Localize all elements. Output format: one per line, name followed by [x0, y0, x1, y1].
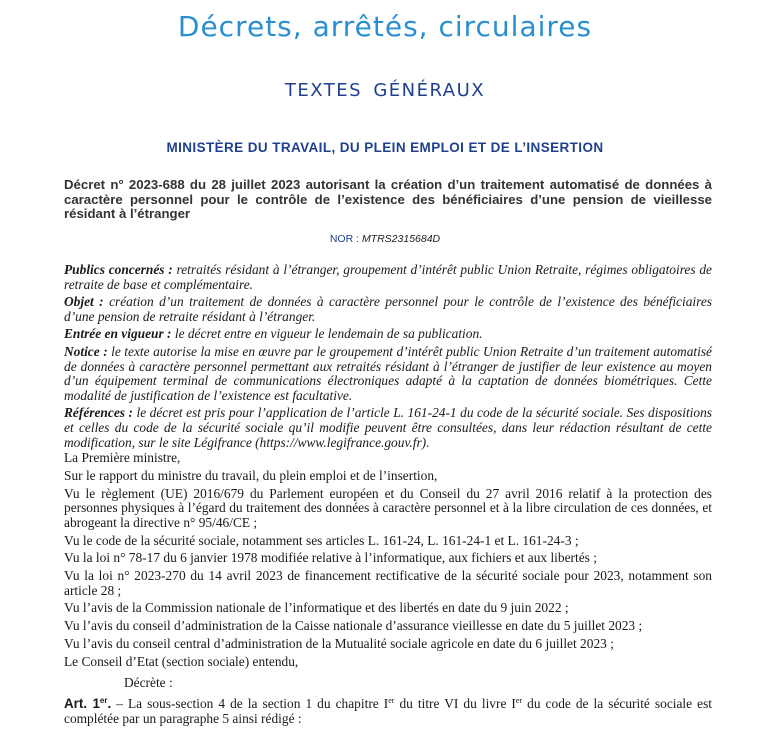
references-label: Références :: [64, 405, 133, 421]
journal-banner: Décrets, arrêtés, circulaires: [177, 10, 593, 43]
body-paragraph: Vu le code de la sécurité sociale, notamment ses articles L. 161-24, L. 161-24-1 et L. 161-24-3 ;: [64, 532, 579, 548]
article-label-sup: er: [99, 696, 108, 705]
notice-references: [64, 406, 712, 450]
nor-value: MTRS2315684D: [361, 233, 441, 245]
decree-title: Décret n° 2023-688 du 28 juillet 2023 autorisant la création d’un traitement automatisé de données à caractère personnel pour le contrôle de l’existence des bénéficiaires d’une pension de vieillesse résidant à l’étranger: [64, 177, 712, 221]
body-paragraph: Vu la loi n° 2023-270 du 14 avril 2023 de financement rectificative de la sécurité sociale pour 2023, notamment son article 28 ;: [64, 568, 712, 598]
ministry-title: MINISTÈRE DU TRAVAIL, DU PLEIN EMPLOI ET DE L’INSERTION: [166, 140, 604, 155]
article-text-2: du titre VI du livre I: [394, 696, 516, 711]
section-title: TEXTES GÉNÉRAUX: [284, 80, 486, 101]
article-text-3: du code de la sécurité sociale est complétée par un paragraphe 5 ainsi rédigé :: [64, 696, 712, 726]
body-paragraph: Vu l’avis du conseil central d’administration de la Mutualité sociale agricole en date du 6 juillet 2023 ;: [64, 636, 614, 652]
body-paragraph: Vu l’avis de la Commission nationale de l’informatique et des libertés en date du 9 juin 2022 ;: [64, 600, 569, 616]
entree-label: Entrée en vigueur :: [64, 326, 172, 342]
body-paragraph: Vu l’avis du conseil d’administration de la Caisse nationale d’assurance vieillesse en date du 5 juillet 2023 ;: [64, 618, 643, 634]
body-paragraph: Vu la loi n° 78-17 du 6 janvier 1978 modifiée relative à l’informatique, aux fichiers et aux libertés ;: [64, 550, 597, 566]
notice-entree: [64, 327, 712, 342]
objet-text: création d’un traitement de données à caractère personnel pour le contrôle de l’existence des bénéficiaires d’une pension de retraite résidant à l’étranger.: [64, 294, 712, 324]
notice-label: Notice :: [64, 343, 108, 359]
publics-label: Publics concernés :: [64, 262, 173, 277]
article-sup-2: er: [515, 696, 523, 705]
article-sup-1: er: [388, 696, 395, 705]
references-text: le décret est pris pour l’application de l’article L. 161-24-1 du code de la sécurité sociale. Ses dispositions et celles du code de la sécurité sociale qu’il modifie peuvent être consultées, dans leur rédaction résultant de cette modification, sur le site Légifrance (https://www.legifrance.gouv.fr).: [64, 405, 712, 450]
article-dash: –: [111, 696, 128, 711]
notice-text: le texte autorise la mise en œuvre par le groupement d’intérêt public Union Retraite d’un traitement automatisé de données à caractère personnel permettant aux retraités résidant à l’étranger de justifier de leur existence au moyen d’un équipement terminal de communications électroniques adapté à la captation de données biométriques. Cette modalité de justification de l’existence est facultative.: [64, 343, 713, 403]
body-paragraph: Vu le règlement (UE) 2016/679 du Parlement européen et du Conseil du 27 avril 2016 relatif à la protection des personnes physiques à l’égard du traitement des données à caractère personnel et à la libre circulation de ces données, et abrogeant la directive n° 95/46/CE ;: [64, 485, 712, 530]
notice-notice: [64, 345, 712, 403]
nor-label: NOR :: [329, 233, 362, 245]
notice-block: [64, 263, 712, 453]
article-1: [64, 697, 712, 726]
body-paragraph: Sur le rapport du ministre du travail, du plein emploi et de l’insertion,: [64, 467, 438, 483]
entree-text: le décret entre en vigueur le lendemain de sa publication.: [171, 326, 483, 342]
body-paragraph: Le Conseil d’Etat (section sociale) entendu,: [64, 653, 299, 669]
body-paragraph: La Première ministre,: [64, 450, 181, 465]
decrete-line: Décrète :: [124, 675, 173, 690]
decree-body: [64, 451, 712, 673]
notice-publics: [64, 263, 712, 292]
objet-label: Objet :: [64, 294, 104, 310]
article-label-text: Art. 1: [64, 696, 100, 711]
publics-text: retraités résidant à l’étranger, groupement d’intérêt public Union Retraite, régimes obligatoires de retraite de base et complémentaire.: [64, 262, 713, 292]
article-label: [64, 696, 111, 711]
article-label-end: .: [107, 696, 112, 711]
notice-objet: [64, 295, 712, 324]
nor-line: [0, 233, 770, 245]
article-text-1: La sous-section 4 de la section 1 du chapitre I: [127, 696, 389, 711]
